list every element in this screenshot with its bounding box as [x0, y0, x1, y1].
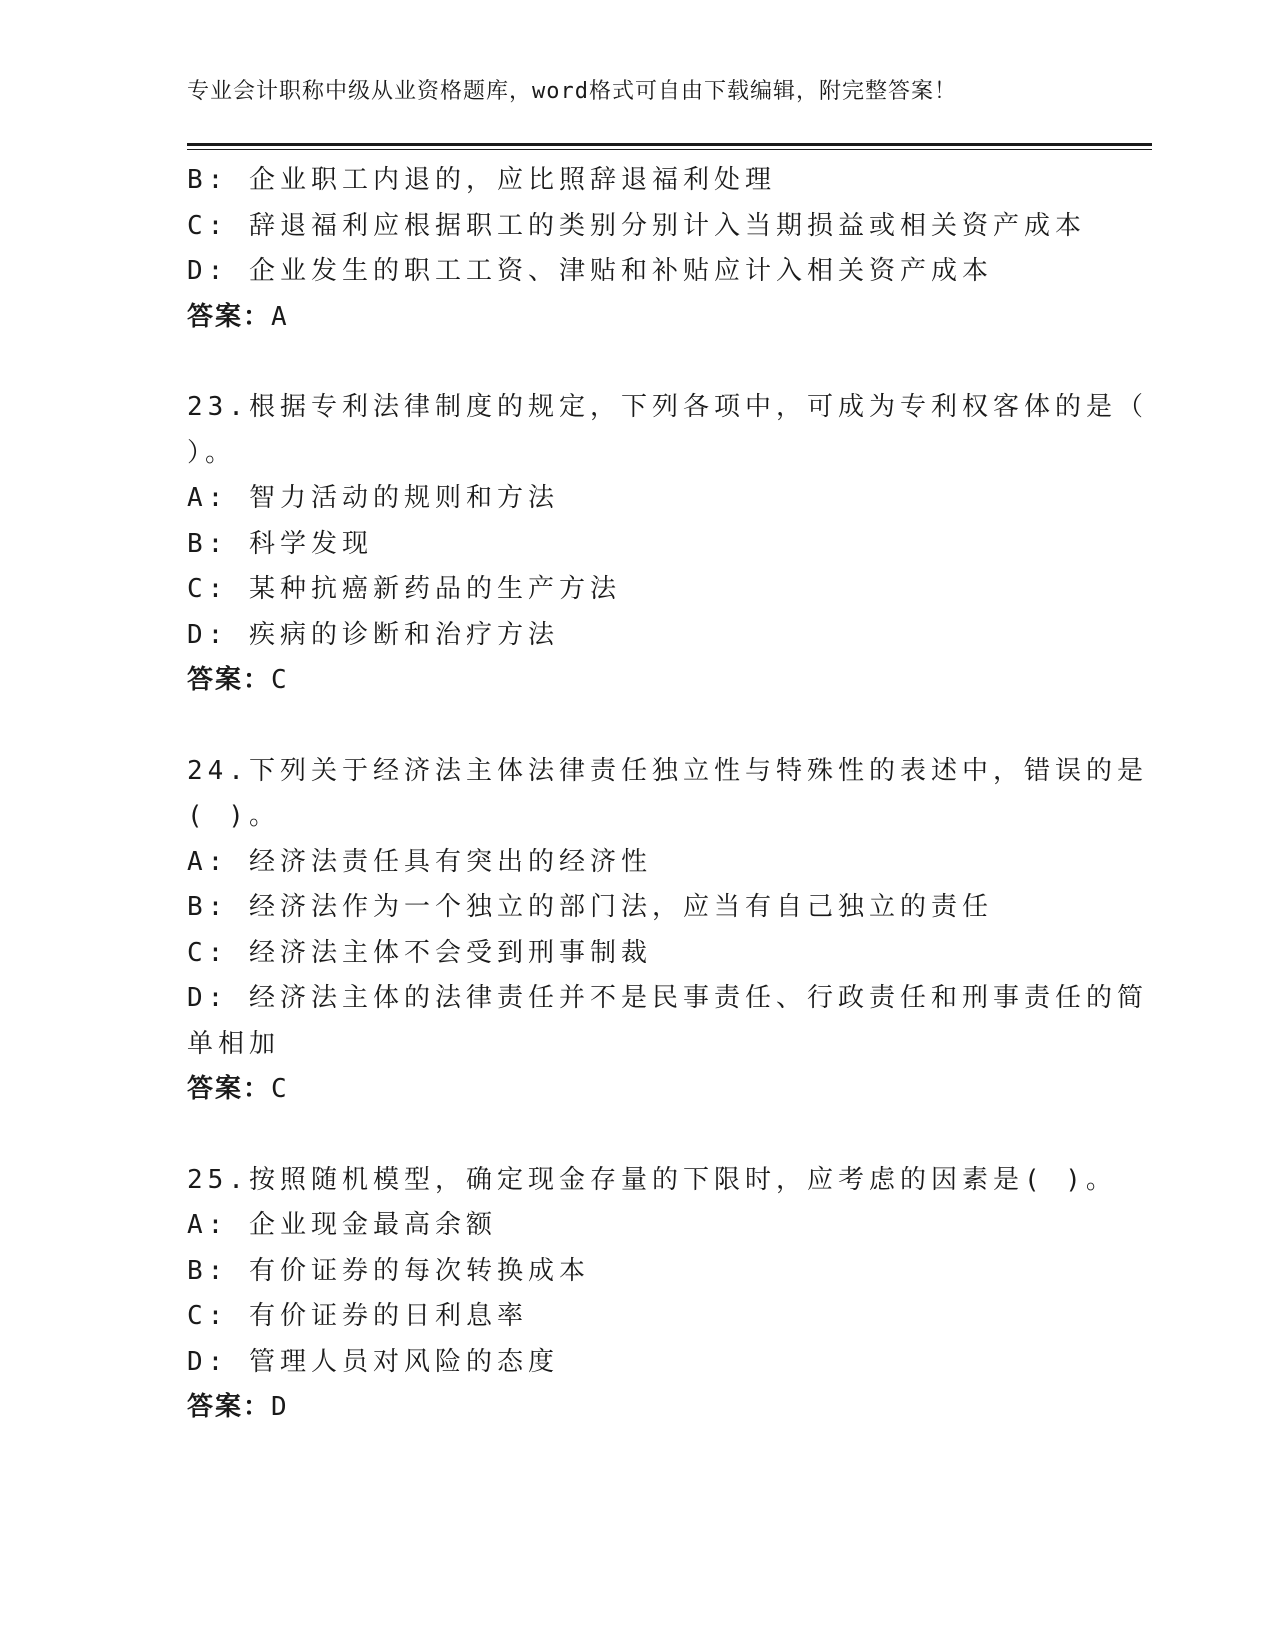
option-a: A: 经济法责任具有突出的经济性	[187, 846, 652, 877]
option-d: D: 管理人员对风险的态度	[187, 1346, 559, 1377]
option-c: C: 辞退福利应根据职工的类别分别计入当期损益或相关资产成本	[187, 210, 1086, 241]
option-d-cont: 单相加	[187, 1028, 281, 1059]
answer-line	[187, 1067, 1107, 1113]
continued-question	[187, 158, 1107, 340]
option-c: C: 经济法主体不会受到刑事制裁	[187, 937, 652, 968]
question-24	[187, 749, 1148, 1113]
page-header: 专业会计职称中级从业资格题库，word格式可自由下载编辑，附完整答案！	[187, 79, 957, 104]
option-c: C: 某种抗癌新药品的生产方法	[187, 574, 621, 604]
question-stem: 25.按照随机模型，确定现金存量的下限时，应考虑的因素是( )。	[187, 1164, 1117, 1195]
question-stem: 23.根据专利法律制度的规定，下列各项中，可成为专利权客体的是（	[187, 392, 1148, 422]
answer-label: 答案：	[187, 301, 272, 332]
option-a: A: 企业现金最高余额	[187, 1210, 497, 1240]
question-stem-cont: ( )。	[187, 801, 280, 831]
question-stem: 24.下列关于经济法主体法律责任独立性与特殊性的表述中，错误的是	[187, 755, 1148, 786]
option-b: B: 经济法作为一个独立的部门法，应当有自己独立的责任	[187, 892, 993, 922]
question-25	[187, 1158, 1117, 1431]
option-b: B: 企业职工内退的，应比照辞退福利处理	[187, 165, 776, 195]
answer-value: C	[271, 1074, 289, 1104]
answer-label: 答案：	[187, 1392, 272, 1422]
answer-value: A	[271, 301, 289, 332]
question-23	[187, 385, 1148, 704]
answer-label: 答案：	[187, 665, 272, 695]
option-d: D: 疾病的诊断和治疗方法	[187, 619, 559, 650]
question-stem-cont: ）。	[187, 437, 237, 468]
option-d: D: 企业发生的职工工资、津贴和补贴应计入相关资产成本	[187, 256, 993, 286]
header-rule-thin	[187, 149, 1152, 150]
option-b: B: 科学发现	[187, 528, 373, 559]
answer-value: D	[271, 1392, 289, 1422]
answer-value: C	[271, 665, 289, 695]
option-a: A: 智力活动的规则和方法	[187, 483, 559, 513]
header-rule-thick	[187, 143, 1152, 146]
option-c: C: 有价证券的日利息率	[187, 1301, 528, 1331]
answer-line	[187, 658, 1107, 704]
option-d: D: 经济法主体的法律责任并不是民事责任、行政责任和刑事责任的简	[187, 983, 1148, 1013]
document-body	[187, 158, 1148, 1431]
answer-line	[187, 295, 1107, 341]
option-b: B: 有价证券的每次转换成本	[187, 1255, 590, 1286]
answer-label: 答案：	[187, 1074, 272, 1104]
answer-line	[187, 1385, 1107, 1431]
